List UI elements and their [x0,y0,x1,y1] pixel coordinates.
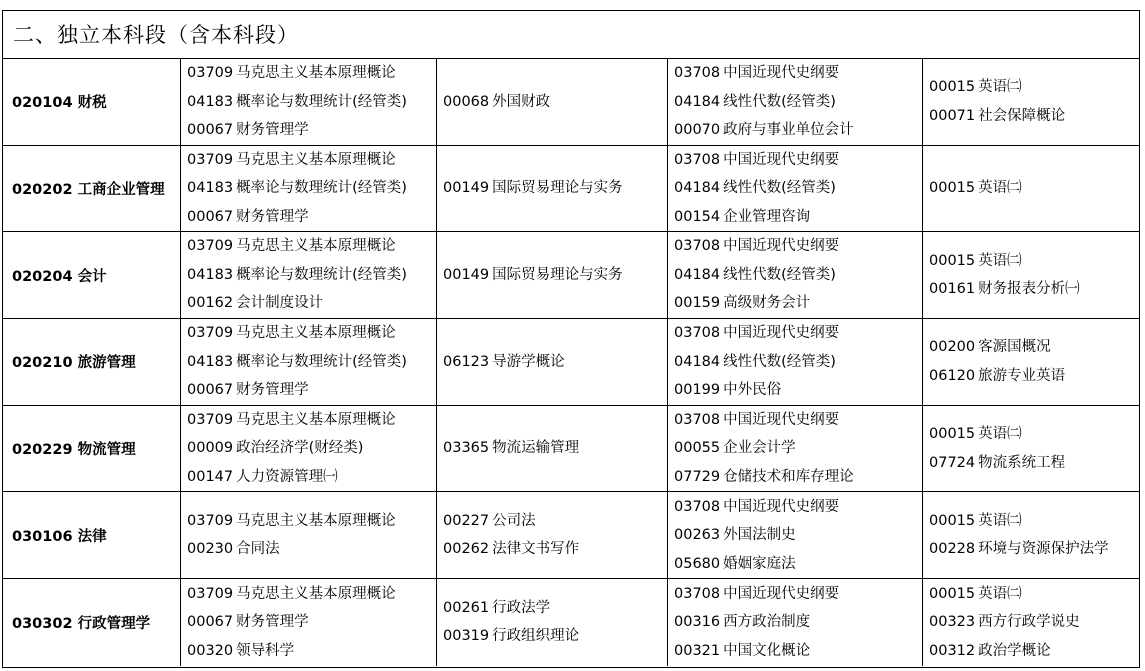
course-cell [437,232,668,319]
course-entry [443,261,661,290]
course-code: 04184 [674,266,721,283]
course-code: 03365 [443,440,490,457]
course-code: 03708 [674,238,721,255]
course-code: 00261 [443,599,490,616]
course-code: 03709 [187,238,234,255]
course-code: 03708 [674,498,721,515]
course-name: 企业管理咨询 [723,208,811,225]
course-entry [187,174,430,203]
course-name: 线性代数(经管类) [723,93,836,110]
course-name: 法律文书写作 [492,541,580,558]
course-name: 概率论与数理统计(经管类) [236,353,407,370]
course-name: 英语㈡ [978,426,1022,443]
course-name: 客源国概况 [978,339,1051,356]
course-entry [187,59,430,88]
course-code: 00067 [187,208,234,225]
course-entry [443,594,661,623]
course-entry [674,637,916,666]
course-name: 政治经济学(财经类) [236,440,364,457]
course-name: 中国近现代史纲要 [723,585,840,602]
course-name: 政府与事业单位会计 [723,122,854,139]
course-cell [668,319,923,406]
course-entry [443,434,661,463]
course-name: 英语㈡ [978,512,1022,529]
course-code: 04184 [674,93,721,110]
course-code: 00070 [674,122,721,139]
course-code: 03709 [187,512,234,529]
course-code: 00159 [674,295,721,312]
course-entry [674,580,916,609]
course-name: 马克思主义基本原理概论 [236,325,396,342]
course-name: 中国近现代史纲要 [723,498,840,515]
course-name: 行政法学 [492,599,551,616]
course-name: 中国近现代史纲要 [723,411,840,428]
course-entry [674,88,916,117]
course-code: 04184 [674,180,721,197]
course-code: 03708 [674,411,721,428]
course-code: 06120 [929,367,976,384]
course-name: 英语㈡ [978,585,1022,602]
course-code: 00323 [929,614,976,631]
course-name: 中国近现代史纲要 [723,65,840,82]
major-cell: 020210 旅游管理 [3,319,181,406]
course-entry [929,275,1133,304]
course-entry [674,203,916,232]
course-entry [187,203,430,232]
course-name: 公司法 [492,512,536,529]
course-entry [443,535,661,564]
course-entry [187,608,430,637]
course-name: 企业会计学 [723,440,796,457]
course-cell [437,579,668,666]
course-cell [181,319,437,406]
course-name: 马克思主义基本原理概论 [236,238,396,255]
major-cell: 020202 工商企业管理 [3,146,181,233]
course-cell [668,59,923,146]
course-cell [668,492,923,579]
course-code: 00200 [929,339,976,356]
course-entry [187,146,430,175]
course-name: 外国财政 [492,93,551,110]
course-code: 00149 [443,266,490,283]
course-code: 00068 [443,93,490,110]
course-code: 03709 [187,325,234,342]
course-code: 00015 [929,512,976,529]
course-name: 财务报表分析㈠ [978,281,1080,298]
course-name: 中国文化概论 [723,642,811,659]
course-name: 马克思主义基本原理概论 [236,411,396,428]
course-entry [674,608,916,637]
course-code: 03709 [187,585,234,602]
course-entry [187,289,430,318]
course-entry [674,493,916,522]
course-code: 04183 [187,180,234,197]
course-entry [674,232,916,261]
course-name: 导游学概论 [492,353,565,370]
course-entry [187,434,430,463]
course-code: 00320 [187,642,234,659]
course-name: 英语㈡ [978,252,1022,269]
course-entry [443,507,661,536]
course-code: 00015 [929,585,976,602]
course-cell [437,492,668,579]
course-name: 领导科学 [236,642,295,659]
course-cell [923,579,1139,666]
course-code: 00015 [929,79,976,96]
course-name: 概率论与数理统计(经管类) [236,266,407,283]
course-code: 00321 [674,642,721,659]
course-cell [181,146,437,233]
course-code: 00015 [929,426,976,443]
course-code: 00230 [187,541,234,558]
course-name: 财务管理学 [236,614,309,631]
course-code: 00015 [929,252,976,269]
course-cell [923,492,1139,579]
course-entry [674,261,916,290]
course-name: 旅游专业英语 [978,367,1066,384]
course-name: 财务管理学 [236,382,309,399]
course-cell [437,59,668,146]
course-entry [674,319,916,348]
course-code: 00319 [443,628,490,645]
course-entry [674,289,916,318]
course-entry [674,59,916,88]
course-entry [187,261,430,290]
course-name: 财务管理学 [236,122,309,139]
course-cell [923,146,1139,233]
course-entry [929,362,1133,391]
course-code: 04184 [674,353,721,370]
course-cell [668,579,923,666]
course-name: 马克思主义基本原理概论 [236,151,396,168]
course-entry [187,319,430,348]
course-entry [187,232,430,261]
course-code: 03709 [187,151,234,168]
course-name: 社会保障概论 [978,107,1066,124]
course-code: 03708 [674,151,721,168]
course-name: 物流系统工程 [978,454,1066,471]
course-name: 中国近现代史纲要 [723,151,840,168]
course-entry [929,102,1133,131]
course-entry [929,174,1133,203]
course-entry [674,521,916,550]
course-name: 婚姻家庭法 [723,555,796,572]
course-code: 00161 [929,281,976,298]
course-name: 国际贸易理论与实务 [492,266,623,283]
course-cell [181,59,437,146]
course-entry [674,348,916,377]
course-code: 07724 [929,454,976,471]
course-cell [181,406,437,493]
course-entry [929,535,1133,564]
course-code: 00149 [443,180,490,197]
course-code: 00228 [929,541,976,558]
course-entry [187,637,430,666]
course-name: 行政组织理论 [492,628,580,645]
course-name: 人力资源管理㈠ [236,468,338,485]
course-cell [437,319,668,406]
course-cell [181,579,437,666]
course-name: 财务管理学 [236,208,309,225]
course-code: 00316 [674,614,721,631]
course-entry [674,116,916,145]
course-name: 线性代数(经管类) [723,180,836,197]
course-entry [443,174,661,203]
course-entry [187,348,430,377]
course-entry [929,580,1133,609]
course-entry [929,247,1133,276]
course-name: 线性代数(经管类) [723,353,836,370]
major-cell: 030302 行政管理学 [3,579,181,666]
course-name: 英语㈡ [978,79,1022,96]
course-cell [923,232,1139,319]
course-entry [674,550,916,579]
course-entry [929,608,1133,637]
course-code: 00162 [187,295,234,312]
course-entry [187,463,430,492]
course-entry [929,449,1133,478]
course-code: 00147 [187,468,234,485]
course-entry [443,622,661,651]
course-name: 概率论与数理统计(经管类) [236,93,407,110]
major-cell: 030106 法律 [3,492,181,579]
course-entry [929,73,1133,102]
course-code: 00262 [443,541,490,558]
course-name: 中国近现代史纲要 [723,238,840,255]
course-entry [443,348,661,377]
page-title: 二、独立本科段（含本科段） [3,11,1139,59]
course-code: 04183 [187,266,234,283]
course-name: 西方政治制度 [723,614,811,631]
course-code: 00199 [674,382,721,399]
course-entry [187,535,430,564]
course-name: 国际贸易理论与实务 [492,180,623,197]
course-code: 03708 [674,325,721,342]
course-code: 04183 [187,353,234,370]
course-code: 00067 [187,122,234,139]
course-code: 05680 [674,555,721,572]
course-cell [668,232,923,319]
course-name: 中国近现代史纲要 [723,325,840,342]
course-cell [923,406,1139,493]
course-entry [674,146,916,175]
course-entry [929,420,1133,449]
course-cell [437,146,668,233]
course-name: 概率论与数理统计(经管类) [236,180,407,197]
course-grid [3,59,1139,666]
course-name: 会计制度设计 [236,295,324,312]
course-name: 西方行政学说史 [978,614,1080,631]
course-entry [929,637,1133,666]
course-name: 环境与资源保护法学 [978,541,1109,558]
course-name: 马克思主义基本原理概论 [236,512,396,529]
course-name: 线性代数(经管类) [723,266,836,283]
course-code: 00067 [187,614,234,631]
course-name: 合同法 [236,541,280,558]
course-name: 政治学概论 [978,642,1051,659]
course-entry [929,333,1133,362]
course-entry [187,376,430,405]
course-code: 00015 [929,180,976,197]
major-cell: 020104 财税 [3,59,181,146]
course-code: 03708 [674,585,721,602]
course-code: 04183 [187,93,234,110]
course-code: 00227 [443,512,490,529]
course-entry [674,463,916,492]
course-cell [668,146,923,233]
course-name: 高级财务会计 [723,295,811,312]
course-entry [929,507,1133,536]
course-entry [674,406,916,435]
course-entry [187,507,430,536]
course-cell [668,406,923,493]
course-entry [187,88,430,117]
course-code: 00067 [187,382,234,399]
course-code: 00009 [187,440,234,457]
course-entry [187,406,430,435]
course-cell [181,492,437,579]
course-cell [923,319,1139,406]
course-name: 英语㈡ [978,180,1022,197]
course-name: 仓储技术和库存理论 [723,468,854,485]
course-entry [674,376,916,405]
course-code: 03708 [674,65,721,82]
course-table [2,10,1140,668]
course-entry [674,174,916,203]
course-code: 00154 [674,208,721,225]
course-entry [443,88,661,117]
course-code: 00071 [929,107,976,124]
course-cell [923,59,1139,146]
course-name: 中外民俗 [723,382,782,399]
course-code: 03709 [187,65,234,82]
course-code: 06123 [443,353,490,370]
course-code: 07729 [674,468,721,485]
course-name: 马克思主义基本原理概论 [236,585,396,602]
major-cell: 020229 物流管理 [3,406,181,493]
course-name: 物流运输管理 [492,440,580,457]
course-name: 马克思主义基本原理概论 [236,65,396,82]
course-code: 03709 [187,411,234,428]
major-cell: 020204 会计 [3,232,181,319]
course-cell [181,232,437,319]
course-code: 00055 [674,440,721,457]
course-name: 外国法制史 [723,527,796,544]
course-entry [187,116,430,145]
course-entry [674,434,916,463]
course-code: 00312 [929,642,976,659]
course-cell [437,406,668,493]
course-code: 00263 [674,527,721,544]
course-entry [187,580,430,609]
